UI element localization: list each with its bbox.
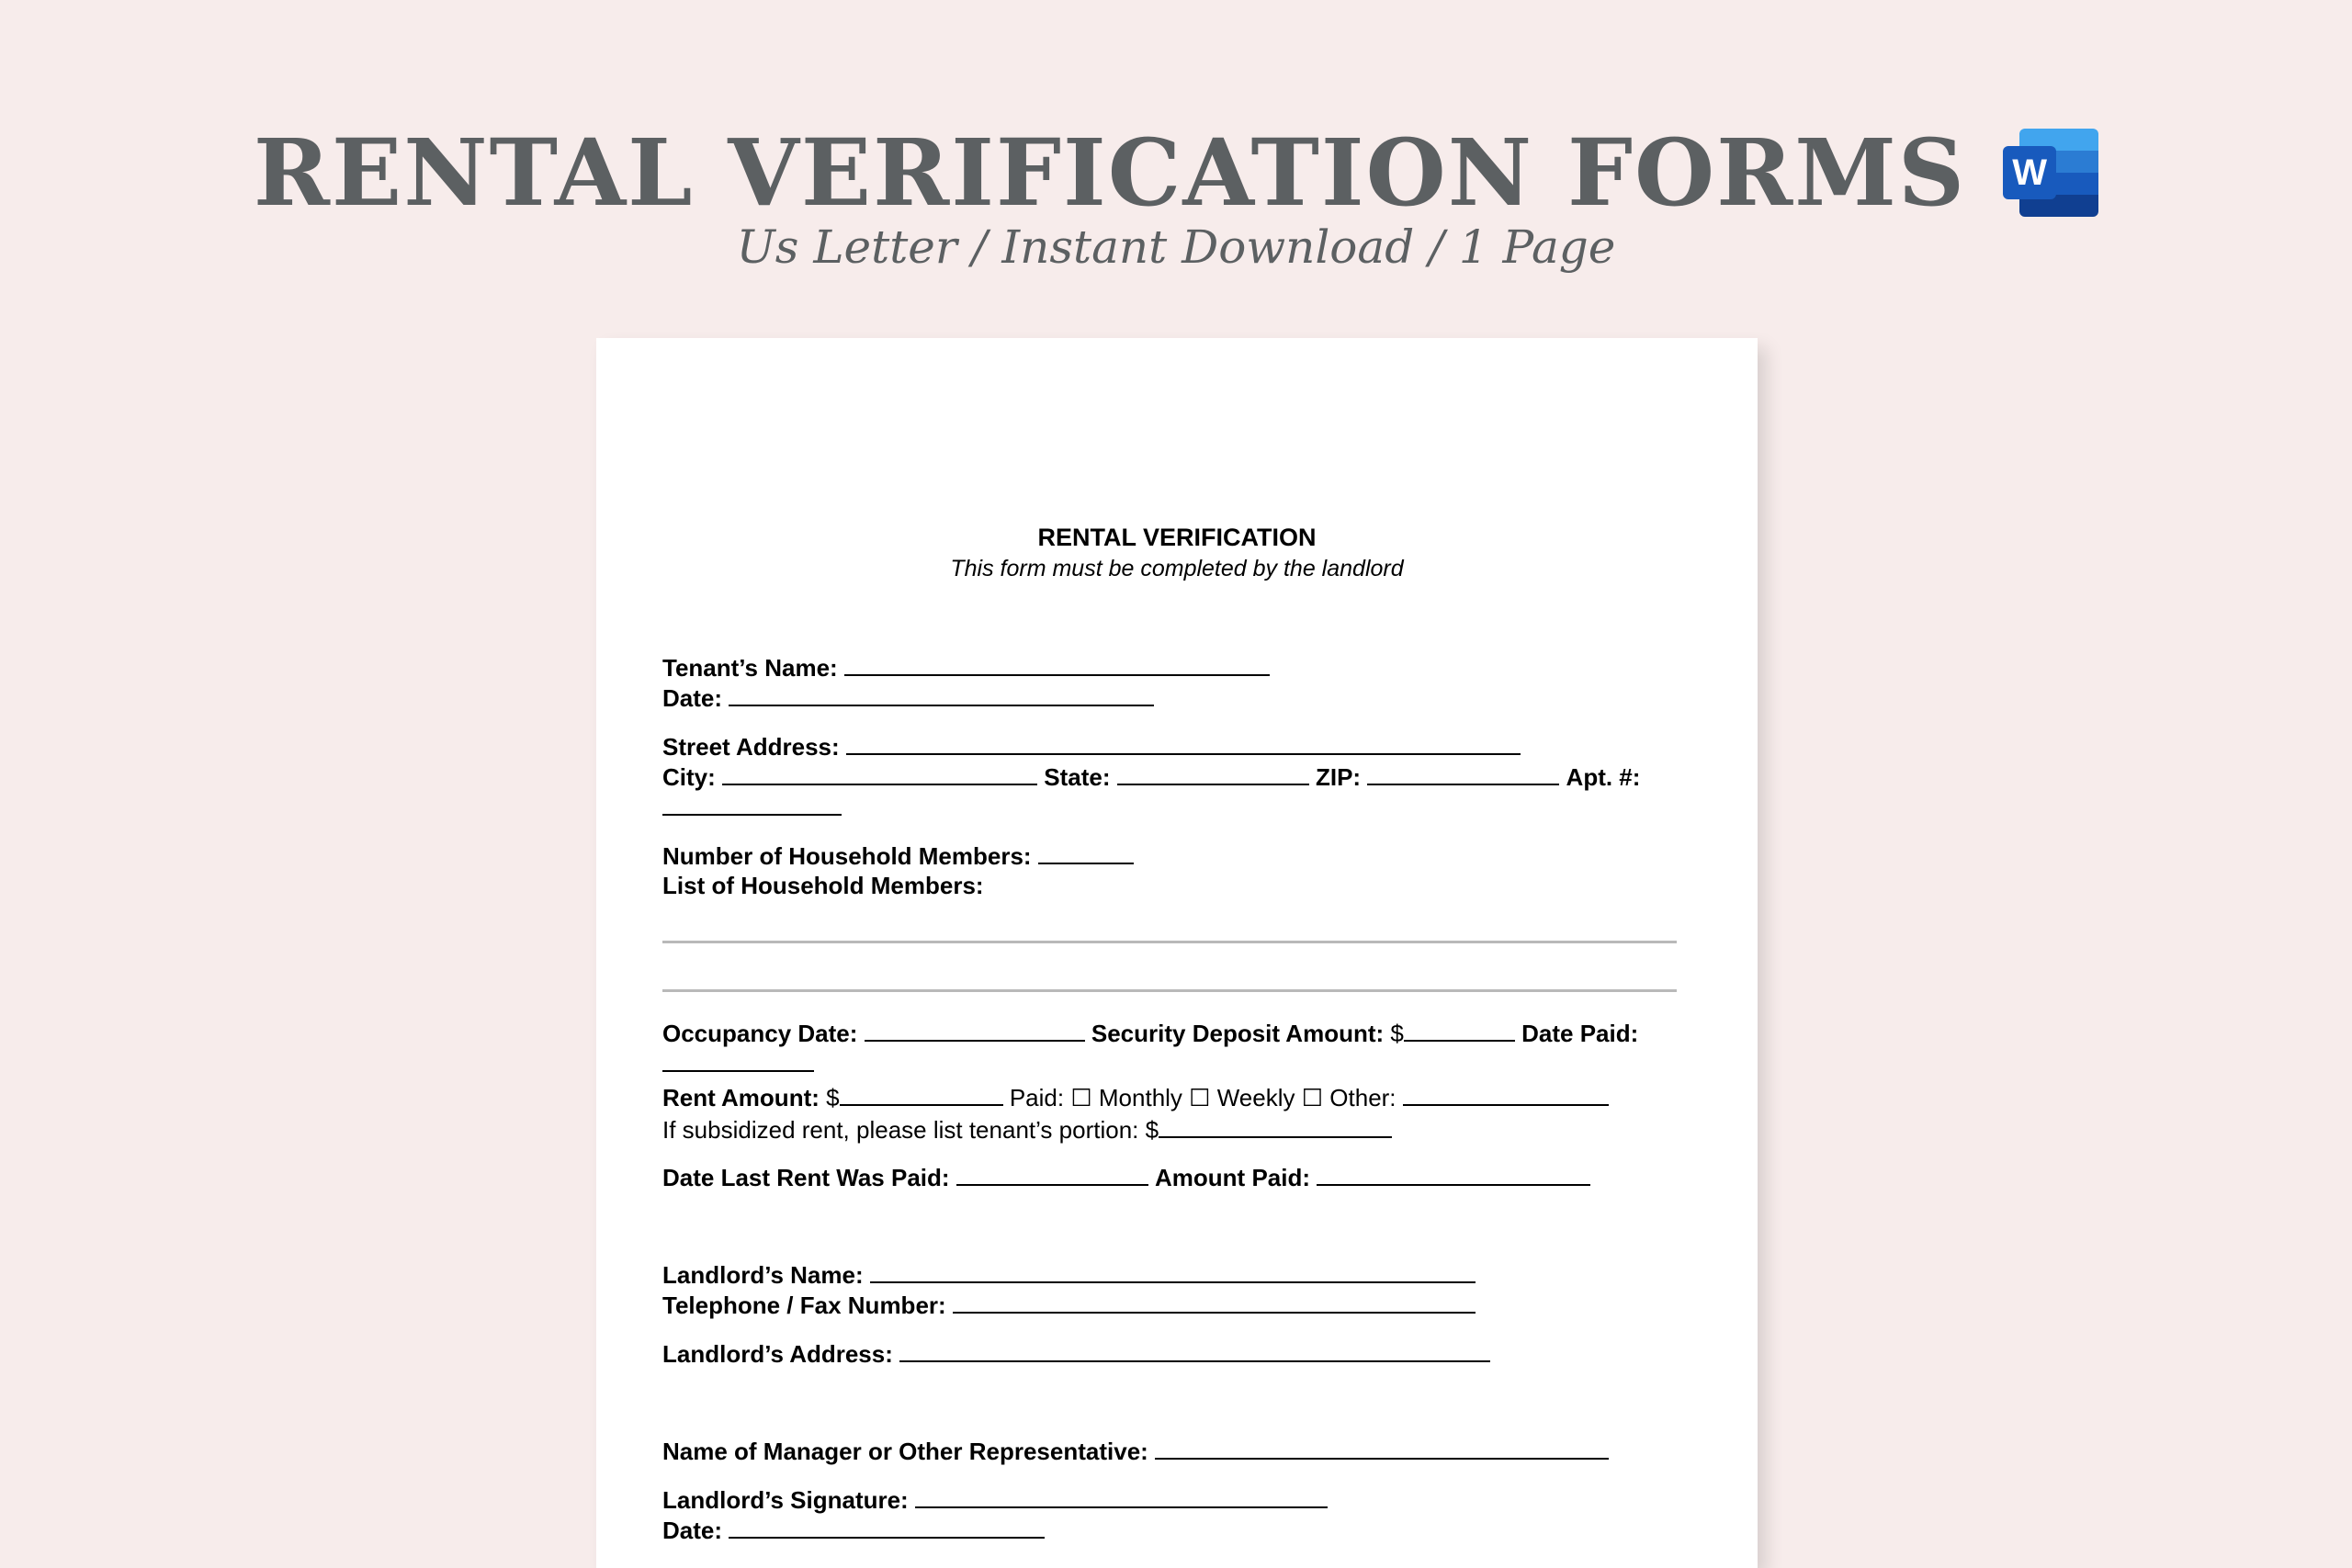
- signature-date-blank: [729, 1515, 1045, 1539]
- street-address-line: [662, 731, 1521, 761]
- state-label: State:: [1044, 763, 1111, 791]
- other-blank: [1403, 1082, 1609, 1106]
- apt-blank: [662, 792, 842, 816]
- household-count-line: [662, 840, 1134, 871]
- monthly-label: Monthly: [1098, 1084, 1182, 1111]
- household-count-blank: [1038, 840, 1134, 864]
- city-blank: [722, 761, 1037, 785]
- subsidized-blank: [1159, 1114, 1392, 1138]
- landlord-signature-line: [662, 1484, 1328, 1515]
- manager-name-label: Name of Manager or Other Representative:: [662, 1438, 1148, 1465]
- form-subtitle: This form must be completed by the landlord: [950, 556, 1404, 581]
- household-count-label: Number of Household Members:: [662, 842, 1032, 870]
- hero-title: RENTAL VERIFICATION FORMS: [253, 118, 1967, 227]
- household-list-rule-2: [662, 989, 1677, 992]
- date-last-rent-label: Date Last Rent Was Paid:: [662, 1164, 950, 1191]
- date-paid-label: Date Paid:: [1521, 1020, 1639, 1047]
- zip-label: ZIP:: [1315, 763, 1362, 791]
- paid-label: Paid:: [1009, 1084, 1065, 1111]
- telephone-fax-blank: [953, 1290, 1476, 1314]
- security-deposit-label: Security Deposit Amount:: [1091, 1020, 1385, 1047]
- date-paid-blank-line: [662, 1048, 814, 1078]
- word-icon: [2003, 129, 2098, 217]
- state-blank: [1117, 761, 1309, 785]
- monthly-checkbox[interactable]: ☐: [1070, 1084, 1092, 1111]
- security-deposit-blank: [1404, 1018, 1515, 1042]
- amount-paid-blank: [1317, 1162, 1590, 1186]
- city-state-zip-line: [662, 761, 1640, 792]
- landlord-name-line: [662, 1259, 1476, 1290]
- date-blank: [729, 682, 1154, 706]
- hero-subtitle: Us Letter / Instant Download / 1 Page: [736, 220, 1616, 274]
- occupancy-line: [662, 1018, 1638, 1048]
- rent-amount-blank: [840, 1082, 1003, 1106]
- subsidized-label: If subsidized rent, please list tenant’s portion: $: [662, 1116, 1159, 1144]
- zip-blank: [1367, 761, 1559, 785]
- landlord-signature-blank: [915, 1484, 1328, 1508]
- telephone-fax-line: [662, 1290, 1476, 1320]
- date-label: Date:: [662, 684, 723, 712]
- landlord-address-blank: [899, 1338, 1490, 1362]
- city-label: City:: [662, 763, 716, 791]
- occupancy-date-blank: [865, 1018, 1085, 1042]
- rent-amount-line: [662, 1082, 1609, 1112]
- landlord-name-blank: [870, 1259, 1476, 1283]
- other-checkbox[interactable]: ☐: [1301, 1084, 1324, 1111]
- household-list-label: List of Household Members:: [662, 872, 984, 899]
- date-paid-blank: [662, 1048, 814, 1072]
- other-label: Other:: [1329, 1084, 1396, 1111]
- word-icon-letter: W: [2003, 146, 2056, 199]
- date-last-rent-blank: [956, 1162, 1148, 1186]
- tenant-name-blank: [844, 652, 1270, 676]
- rent-amount-label: Rent Amount:: [662, 1084, 820, 1111]
- landlord-address-line: [662, 1338, 1490, 1369]
- apt-blank-line: [662, 792, 842, 822]
- household-list-line: [662, 871, 984, 900]
- form-preview-page: [596, 338, 1758, 1568]
- subsidized-line: [662, 1114, 1392, 1145]
- landlord-name-label: Landlord’s Name:: [662, 1261, 864, 1289]
- weekly-checkbox[interactable]: ☐: [1189, 1084, 1211, 1111]
- manager-name-blank: [1155, 1436, 1609, 1460]
- telephone-fax-label: Telephone / Fax Number:: [662, 1292, 946, 1319]
- date-line: [662, 682, 1154, 713]
- form-title: RENTAL VERIFICATION: [1037, 524, 1317, 551]
- signature-date-label: Date:: [662, 1517, 723, 1544]
- amount-paid-label: Amount Paid:: [1155, 1164, 1311, 1191]
- manager-name-line: [662, 1436, 1609, 1466]
- landlord-address-label: Landlord’s Address:: [662, 1340, 893, 1368]
- street-address-blank: [846, 731, 1521, 755]
- rent-amount-dollar: $: [826, 1084, 840, 1111]
- household-list-rule-1: [662, 941, 1677, 943]
- security-deposit-dollar: $: [1390, 1020, 1404, 1047]
- landlord-signature-label: Landlord’s Signature:: [662, 1486, 909, 1514]
- last-rent-line: [662, 1162, 1590, 1192]
- apt-label: Apt. #:: [1566, 763, 1641, 791]
- weekly-label: Weekly: [1216, 1084, 1295, 1111]
- tenant-name-label: Tenant’s Name:: [662, 654, 838, 682]
- street-address-label: Street Address:: [662, 733, 840, 761]
- signature-date-line: [662, 1515, 1045, 1545]
- occupancy-date-label: Occupancy Date:: [662, 1020, 858, 1047]
- hero-title-row: [0, 108, 2352, 237]
- tenant-name-line: [662, 652, 1270, 682]
